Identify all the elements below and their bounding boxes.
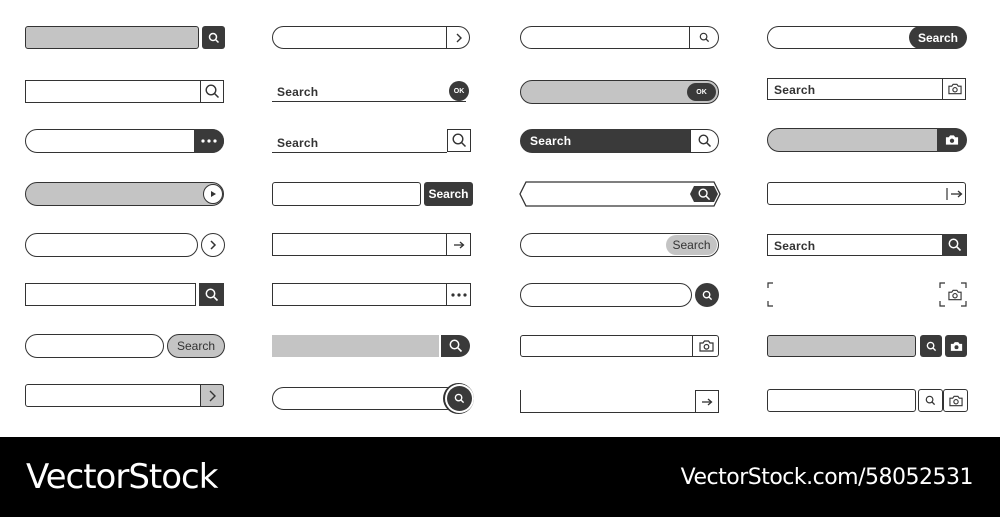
- search-button[interactable]: [920, 335, 942, 357]
- search-icon: [699, 32, 710, 43]
- search-input[interactable]: [767, 389, 916, 412]
- search-input[interactable]: [25, 80, 224, 103]
- camera-button[interactable]: [945, 335, 967, 357]
- search-input[interactable]: [25, 283, 196, 306]
- more-button[interactable]: [194, 129, 224, 153]
- search-input[interactable]: [272, 283, 471, 306]
- search-button[interactable]: [690, 186, 718, 202]
- search-placeholder: Search: [774, 239, 816, 253]
- search-icon: [452, 133, 467, 148]
- search-button-label: Search: [917, 30, 959, 45]
- camera-button[interactable]: [692, 335, 719, 357]
- search-input[interactable]: [520, 26, 689, 49]
- search-button[interactable]: [441, 335, 470, 357]
- camera-button[interactable]: [942, 78, 966, 100]
- arrow-right-icon: [946, 188, 964, 200]
- search-button[interactable]: [666, 235, 717, 255]
- search-icon: [454, 393, 465, 404]
- search-button[interactable]: [167, 334, 225, 358]
- search-placeholder: Search: [774, 83, 816, 97]
- search-icon: [698, 188, 711, 201]
- camera-button[interactable]: [937, 128, 967, 152]
- search-button[interactable]: [199, 283, 224, 306]
- search-input[interactable]: [272, 335, 439, 357]
- search-underline[interactable]: [520, 412, 696, 413]
- go-button[interactable]: [695, 390, 719, 413]
- search-button[interactable]: [942, 234, 967, 256]
- search-button[interactable]: [909, 26, 967, 49]
- source-url: VectorStock.com/58052531: [680, 465, 973, 490]
- search-button[interactable]: [690, 129, 719, 153]
- search-input[interactable]: [272, 233, 471, 256]
- search-input[interactable]: [25, 26, 199, 49]
- search-input-edge: [520, 390, 521, 413]
- search-button[interactable]: [200, 80, 224, 103]
- more-dots-icon: [201, 139, 217, 143]
- search-placeholder: Search: [530, 134, 572, 148]
- chevron-right-icon: [208, 390, 216, 402]
- search-icon: [925, 395, 936, 406]
- go-button[interactable]: [203, 184, 223, 204]
- search-input[interactable]: [25, 334, 164, 358]
- camera-icon: [945, 134, 959, 146]
- watermark-footer: [0, 437, 1000, 517]
- arrow-right-icon: [454, 241, 465, 249]
- arrow-right-icon: [702, 398, 713, 406]
- search-placeholder: Search: [277, 85, 319, 99]
- search-button-label: Search: [176, 339, 216, 353]
- search-icon: [926, 341, 937, 352]
- search-icon: [948, 238, 962, 252]
- ok-button[interactable]: [687, 83, 716, 101]
- brand-logo: VectorStock: [26, 457, 218, 497]
- search-button[interactable]: [424, 182, 473, 206]
- more-dots-icon: [451, 293, 467, 297]
- search-underline: [272, 152, 447, 153]
- camera-icon: [699, 340, 714, 352]
- search-icon: [702, 290, 713, 301]
- search-icon: [205, 288, 219, 302]
- search-underline: [272, 101, 466, 102]
- search-button[interactable]: [447, 386, 472, 411]
- go-button[interactable]: [446, 26, 470, 49]
- go-button[interactable]: [446, 233, 471, 256]
- search-button[interactable]: [695, 283, 719, 307]
- play-icon: [210, 191, 216, 197]
- ok-button[interactable]: [449, 81, 469, 101]
- search-icon: [208, 32, 220, 44]
- camera-icon: [950, 341, 963, 352]
- search-icon: [698, 134, 712, 148]
- search-input[interactable]: [25, 384, 224, 407]
- ok-button-label: OK: [453, 87, 465, 95]
- camera-icon: [948, 289, 962, 301]
- search-input[interactable]: [272, 26, 470, 49]
- ok-button-label: OK: [696, 88, 707, 96]
- search-input[interactable]: [272, 387, 458, 410]
- search-input[interactable]: [767, 182, 966, 205]
- camera-button[interactable]: [943, 389, 968, 412]
- go-button[interactable]: [943, 182, 966, 205]
- search-button[interactable]: [202, 26, 225, 49]
- search-input[interactable]: [25, 182, 224, 206]
- search-button-label: Search: [672, 238, 711, 252]
- go-button[interactable]: [200, 384, 224, 407]
- chevron-right-icon: [209, 240, 217, 250]
- search-input[interactable]: [520, 335, 719, 357]
- camera-icon: [948, 83, 962, 95]
- more-button[interactable]: [446, 283, 471, 306]
- search-button[interactable]: [918, 389, 943, 412]
- search-icon: [449, 339, 463, 353]
- camera-icon: [949, 395, 963, 407]
- search-icon: [205, 84, 220, 99]
- search-input[interactable]: [520, 283, 692, 307]
- search-input-bracketed[interactable]: [765, 282, 969, 308]
- camera-button[interactable]: [944, 287, 966, 303]
- search-input[interactable]: [272, 182, 421, 206]
- search-placeholder: Search: [277, 136, 319, 150]
- go-button[interactable]: [201, 233, 225, 257]
- search-button-label: Search: [428, 187, 469, 201]
- search-button[interactable]: [447, 129, 471, 152]
- chevron-right-icon: [455, 33, 463, 43]
- search-input[interactable]: [25, 233, 198, 257]
- search-button[interactable]: [689, 26, 719, 49]
- search-input[interactable]: [767, 335, 916, 357]
